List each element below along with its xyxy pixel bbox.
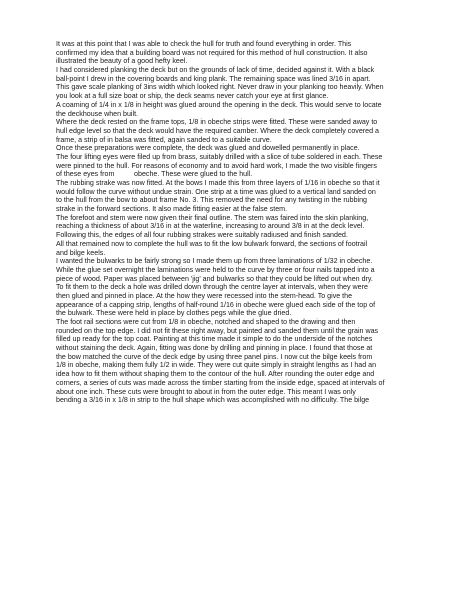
text-line: A coaming of 1/4 in x 1/8 in height was glued around the opening in the deck. This would serve to locate <box>56 100 382 109</box>
text-line: corners, a series of cuts was made across the timber starting from the inside edge, spaced at intervals of <box>56 378 385 387</box>
text-line: rounded on the top edge. I did not fit these right away, but painted and sanded them until the grain was <box>56 326 379 335</box>
text-line: about one inch. These cuts were brought to about in from the outer edge. This meant I was only <box>56 387 356 396</box>
text-line: While the glue set overnight the laminations were held to the curve by three or four nails tapped into a <box>56 265 375 274</box>
text-line: This gave scale planking of 3ins width which looked right. Never draw in your planking too heavily. When <box>56 83 384 92</box>
text-line: strake in the forward sections. It also made fitting easier at the false stem. <box>56 205 288 214</box>
text-line: bending a 3/16 in x 1/8 in strip to the hull shape which was accomplished with no difficulty. The bilge <box>56 396 370 405</box>
text-line: 1/8 in obeche, making them fully 1/2 in wide. They were cut quite simply in straight lengths as I had an <box>56 361 377 370</box>
text-line: then glued and pinned in place. At the how they were recessed into the stem-head. To give the <box>56 291 353 300</box>
text-line: Once these preparations were complete, the deck was glued and dowelled permanently in place. <box>56 144 360 153</box>
body-text <box>56 40 410 405</box>
text-line: the bow matched the curve of the deck edge by using three panel pins. I now cut the bilge keels from <box>56 352 373 361</box>
text-line: The foot rail sections were cut from 1/8 in obeche, notched and shaped to the drawing and then <box>56 318 356 326</box>
text-line: piece of wood. Paper was placed between 'jig' and bulwarks so that they could be lifted out when dry. <box>56 274 373 283</box>
text-line: It was at this point that I was able to check the hull for truth and found everything in order. This <box>56 40 352 48</box>
text-line: idea how to fit them without shaping them to the contour of the hull. After rounding the outer edge and <box>56 370 375 379</box>
text-line: reaching a thickness of about 3/16 in at the waterline, increasing to around 3/8 in at the deck level. <box>56 222 365 231</box>
text-line: I had considered planking the deck but on the grounds of lack of time, decided against it. With a black <box>56 66 375 75</box>
text-line: the deckhouse when built. <box>56 109 139 118</box>
text-line: confirmed my idea that a building board was not required for this method of hull construction. It also <box>56 48 368 57</box>
text-line: to the hull from the bow to about frame No. 3. This removed the need for any twisting in the rubbing <box>56 196 367 205</box>
text-line: without staining the deck. Again, fitting was done by drilling and pinning in place. I found that those at <box>56 344 373 353</box>
text-line: The rubbing strake was now fitted. At the bows I made this from three layers of 1/16 in obeche so that it <box>56 179 380 187</box>
text-line: and bilge keels. <box>56 248 106 257</box>
text-line: Following this, the edges of all four rubbing strakes were suitably radiused and finish sanded. <box>56 231 348 240</box>
text-line: you look at a full size boat or ship, the deck seams never catch your eye at first glance. <box>56 92 329 101</box>
text-line: All that remained now to complete the hull was to fit the low bulwark forward, the sections of footrail <box>56 239 368 248</box>
text-line: of these eyes from obeche. These were glued to the hull. <box>56 170 253 179</box>
text-line: frame, a strip of in balsa was fitted, again sanded to a suitable curve. <box>56 135 272 144</box>
text-line: filled up ready for the top coat. Painting at this time made it simple to do the underside of the notches <box>56 335 373 344</box>
text-line: illustrated the beauty of a good hefty keel. <box>56 57 188 66</box>
text-line: Where the deck rested on the frame tops, 1/8 in obeche strips were fitted. These were sanded away to <box>56 118 378 127</box>
text-line: were pinned to the hull. For reasons of economy and to avoid hard work, I made the two visible fingers <box>56 161 377 170</box>
text-line: ball-point I drew in the covering boards and king plank. The remaining space was lined 3/16 in apart. <box>56 74 371 83</box>
text-line: To fit them to the deck a hole was drilled down through the centre layer at intervals, when they were <box>56 283 368 292</box>
text-line: the bulwark. These were held in place by clothes pegs while the glue dried. <box>56 309 292 318</box>
text-line: appearance of a capping strip, lengths of half-round 1/16 in obeche were glued each side of the top of <box>56 300 376 309</box>
text-line: The forefoot and stem were now given their final outline. The stem was faired into the skin planking, <box>56 213 369 222</box>
text-line: I wanted the bulwarks to be fairly strong so I made them up from three laminations of 1/32 in obeche. <box>56 257 373 266</box>
text-line: hull edge level so that the deck would have the required camber. Where the deck completely covered a <box>56 126 379 135</box>
text-line: would follow the curve without undue strain. One strip at a time was glued to a vertical land sanded on <box>56 187 376 196</box>
text-line: The four lifting eyes were filed up from brass, suitably drilled with a slice of tube soldered in each. These <box>56 152 383 161</box>
